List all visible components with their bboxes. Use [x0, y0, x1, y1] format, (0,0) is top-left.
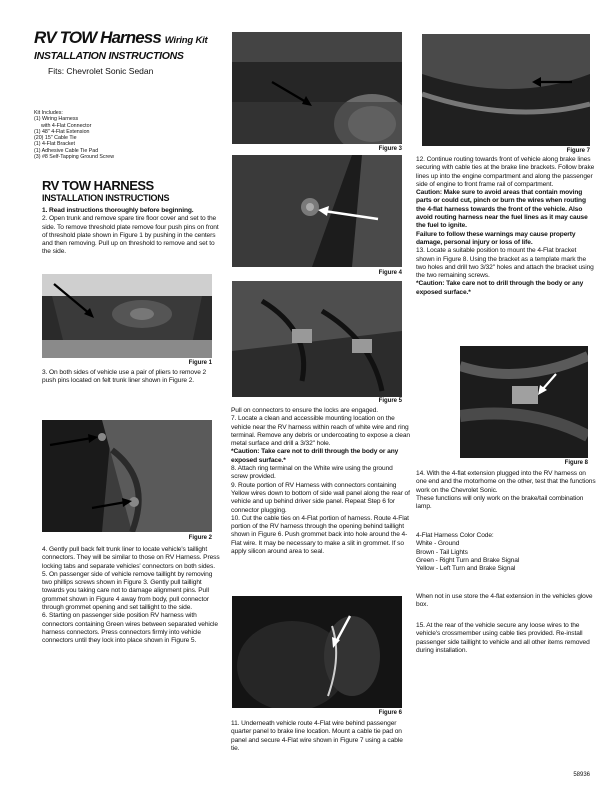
step-7-caution: *Caution: Take care not to drill through the body or any exposed surface.* [231, 448, 399, 464]
kit-item: (1) 48" 4-Flat Extension [34, 128, 90, 135]
step-3: 3. On both sides of vehicle use a pair of pliers to remove 2 push pins located on felt trunk liner shown in Figure 2. [42, 369, 207, 385]
figure-8-photo [460, 346, 588, 458]
part-number: 58936 [573, 772, 590, 778]
kit-item: (1) Wiring Harness [34, 116, 79, 123]
step-14-text: 14. With the 4-flat extension plugged into the RV harness on one end and the motorhome on the other, test that the functions work on the Chevrolet Sonic. [416, 470, 596, 494]
color-code [416, 532, 596, 573]
step-12: 12. Continue routing towards front of vehicle along brake lines securing with cable ties at the brake line brackets. Follow brake lines up into the engine compartment and along the passenger side of engine to front frame rail of compartment. [416, 156, 595, 188]
kit-heading: Kit Includes: [34, 110, 63, 116]
step-6: 6. Starting on passenger side position RV harness with connectors containing Green wires between separated vehicle harness connectors. Press connectors firmly into vehicle connectors until they lock into place shown in Figure 5. [42, 612, 218, 645]
title-text: RV TOW Harness [34, 28, 161, 47]
figure-2-photo [42, 420, 212, 532]
figure-5-photo [232, 281, 402, 397]
figure-7-caption: Figure 7 [566, 148, 590, 154]
step-14 [416, 470, 596, 511]
figure-8-caption: Figure 8 [564, 460, 588, 466]
kit-item: (1) 4-Flat Bracket [34, 141, 75, 148]
step-5: 5. On passenger side of vehicle remove taillight by removing two phillips screws shown in Figure 3. Gently pull taillight towards you taking care not to damage alignment pins. Pull grommet shown in Figure 4 away from body, pull connector through grommet opening and set taillight to the side. [42, 570, 213, 612]
step-4: 4. Gently pull back felt trunk liner to locate vehicle's taillight connectors. They will be similar to those on RV Harness. Press locking tabs and separate vehicles' connectors on both sides. [42, 546, 220, 570]
step-10: 10. Cut the cable ties on 4-Flat portion of harness. Route 4-Flat portion of the RV harness through the opening behind taillight shown in Figure 6. Push grommet back into hole around the 4-Flat wire. It may be necessary to make a slit in grommet. If so apply silicon around area to seal. [231, 514, 409, 556]
figure-2-caption: Figure 2 [188, 535, 212, 541]
kit-item: (3) #8 Self-Tapping Ground Screw [34, 154, 115, 161]
kit-contents [34, 110, 204, 160]
vehicle-fitment: Fits: Chevrolet Sonic Sedan [48, 66, 154, 76]
step-13: 13. Locate a suitable position to mount the 4-Flat bracket shown in Figure 8. Using the bracket as a template mark the two holes and drill two 3/32" holes and attach the bracket using the two remaining screws. [416, 247, 594, 280]
figure-4-photo [232, 155, 402, 267]
figure-1-caption: Figure 1 [188, 360, 212, 366]
color-code-item: Green - Right Turn and Brake Signal [416, 556, 520, 564]
figure-6-photo [232, 596, 402, 708]
step-6-continued: Pull on connectors to ensure the locks are engaged. [231, 407, 379, 414]
title-suffix: Wiring Kit [164, 35, 208, 46]
step-2: 2. Open trunk and remove spare tire floor cover and set to the side. To remove threshold plate remove four push pins on front of threshold plate shown in Figure 1 by pushing in the centers and then removing. Pull up on threshold to remove and set to the side. [42, 215, 219, 256]
figure-3-caption: Figure 3 [378, 146, 402, 152]
color-code-item: White - Ground [416, 540, 460, 548]
section-heading: RV TOW HARNESS [42, 178, 154, 193]
figure-7-photo [422, 34, 590, 146]
storage-note: When not in use store the 4-flat extension in the vehicles glove box. [416, 593, 593, 609]
step-1-2 [42, 207, 220, 257]
section-subheading: INSTALLATION INSTRUCTIONS [42, 193, 170, 203]
color-code-item: Yellow - Left Turn and Brake Signal [416, 565, 516, 573]
step-12-caution: Caution: Make sure to avoid areas that contain moving parts or could cut, pinch or burn the wires when routing the 4-flat harness towards the front of the vehicle. Also avoid routing harness near the fuel lines as it may cause the fuel to ignite. [416, 189, 588, 230]
figure-4-caption: Figure 4 [378, 270, 402, 276]
step-1: 1. Read instructions thoroughly before beginning. [42, 207, 194, 214]
step-9: 9. Route portion of RV Harness with connectors containing Yellow wires down to bottom of side wall panel along the rear of vehicle and up behind driver side panel. Repeat Step 6 for connector plugging. [231, 481, 410, 514]
kit-item: with 4-Flat Connector [41, 122, 92, 129]
kit-item: (20) 15" Cable Tie [34, 135, 77, 142]
figure-1-photo [42, 274, 212, 358]
figure-3-photo [232, 32, 402, 144]
step-7: 7. Locate a clean and accessible mounting location on the vehicle near the RV harness within reach of white wire and ring terminal. Remove any debris or undercoating to expose a clean metal surface and drill a 3/32" hole. [231, 415, 410, 448]
color-code-item: Brown - Tail Lights [416, 548, 468, 556]
kit-item: (1) Adhesive Cable Tie Pad [34, 147, 99, 154]
step-13-caution: *Caution: Take care not to drill through the body or any exposed surface.* [416, 280, 584, 296]
color-code-heading: 4-Flat Harness Color Code: [416, 532, 494, 539]
step-8: 8. Attach ring terminal on the White wire using the ground screw provided. [231, 465, 393, 481]
step-12-warning: Failure to follow these warnings may cause property damage, personal injury or loss of life. [416, 230, 576, 246]
step-11: 11. Underneath vehicle route 4-Flat wire behind passenger quarter panel to brake line location. Mount a cable tie pad on panel and secure 4-Flat wire shown in Figure 7 using a cable tie. [231, 720, 403, 752]
figure-5-caption: Figure 5 [378, 398, 402, 404]
document-subtitle: INSTALLATION INSTRUCTIONS [34, 50, 184, 62]
figure-6-caption: Figure 6 [378, 710, 402, 716]
steps-12-13 [416, 156, 596, 297]
steps-6-10 [231, 407, 411, 556]
step-14-note: These functions will only work on the brake/tail combination lamp. [416, 494, 584, 511]
document-title [34, 28, 208, 48]
steps-4-6 [42, 546, 220, 646]
step-15: 15. At the rear of the vehicle secure any loose wires to the vehicle's crossmember using cable ties provided. Re-install passenger side taillight to vehicle and all other items removed during installation. [416, 622, 590, 654]
